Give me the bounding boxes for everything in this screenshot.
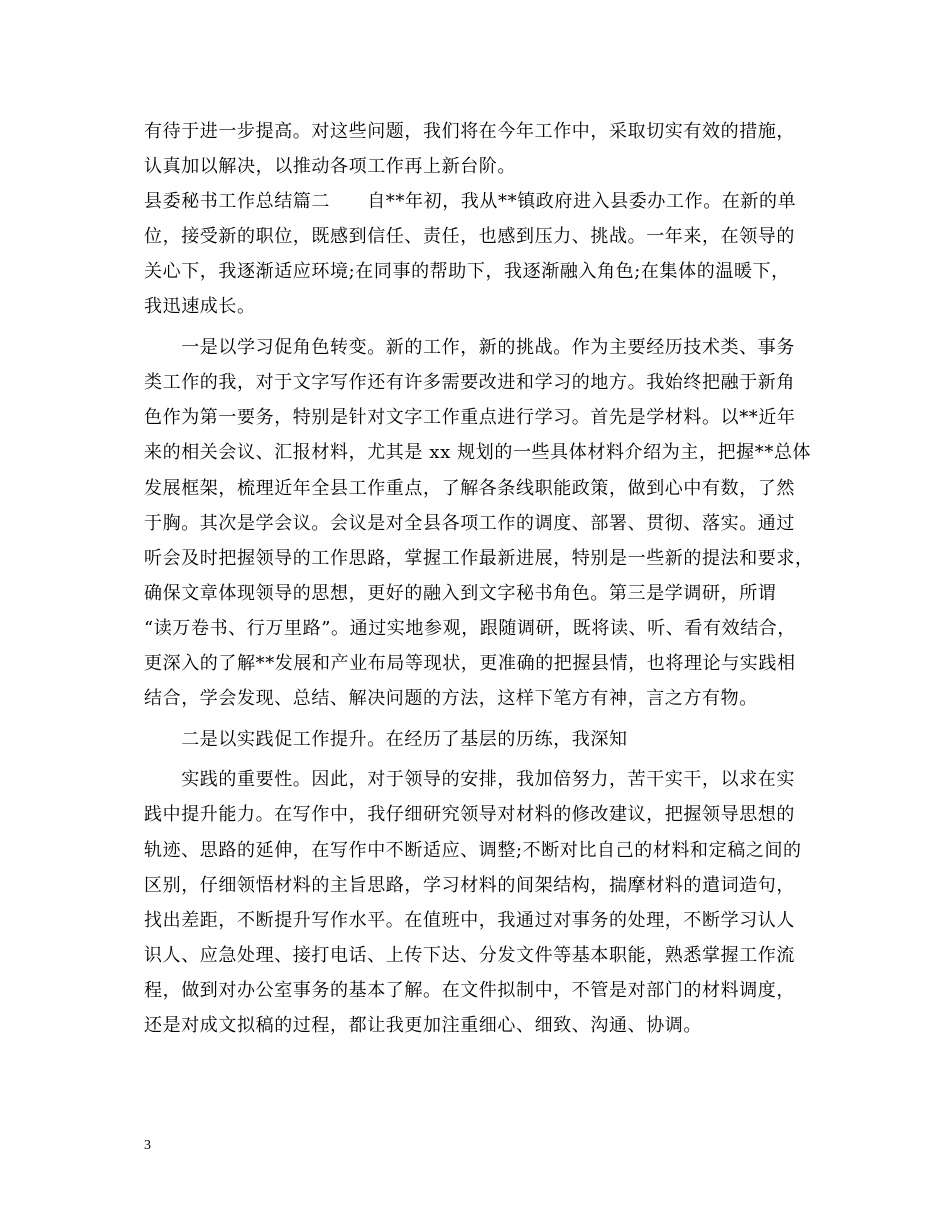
text-line: 来的相关会议、汇报材料，尤其是 xx 规划的一些具体材料介绍为主，把握**总体 (144, 442, 812, 463)
text-line: 更深入的了解**发展和产业布局等现状，更准确的把握县情，也将理论与实践相 (144, 653, 796, 674)
text-line: 色作为第一要务，特别是针对文字工作重点进行学习。首先是学材料。以**近年 (144, 407, 796, 428)
text-line: 我迅速成长。 (144, 296, 256, 317)
text-line: 有待于进一步提高。对这些问题，我们将在今年工作中，采取切实有效的措施， (144, 121, 795, 142)
text-line: 位，接受新的职位，既感到信任、责任，也感到压力、挑战。一年来，在领导的 (144, 226, 795, 247)
text-line: 轨迹、思路的延伸，在写作中不断适应、调整;不断对比自己的材料和定稿之间的 (144, 840, 802, 861)
text-line: 实践的重要性。因此，对于领导的安排，我加倍努力，苦干实干，以求在实 (144, 769, 795, 790)
text-line: 还是对成文拟稿的过程，都让我更加注重细心、细致、沟通、协调。 (144, 1015, 702, 1036)
text-line: 践中提升能力。在写作中，我仔细研究领导对材料的修改建议，把握领导思想的 (144, 804, 795, 825)
text-line: 类工作的我，对于文字写作还有许多需要改进和学习的地方。我始终把融于新角 (144, 372, 795, 393)
text-line: 二是以实践促工作提升。在经历了基层的历练，我深知 (144, 729, 628, 750)
text-line: 发展框架，梳理近年全县工作重点，了解各条线职能政策，做到心中有数，了然 (144, 478, 795, 499)
text-line: 结合，学会发现、总结、解决问题的方法，这样下笔方有神，言之方有物。 (144, 688, 758, 709)
text-line: 县委秘书工作总结篇二 自**年初，我从**镇政府进入县委办工作。在新的单 (144, 191, 797, 212)
text-line: 于胸。其次是学会议。会议是对全县各项工作的调度、部署、贯彻、落实。通过 (144, 513, 795, 534)
text-line: “读万卷书、行万里路”。通过实地参观，跟随调研，既将读、听、看有效结合， (144, 618, 797, 639)
text-line: 识人、应急处理、接打电话、上传下达、分发文件等基本职能，熟悉掌握工作流 (144, 945, 795, 966)
text-line: 听会及时把握领导的工作思路，掌握工作最新进展，特别是一些新的提法和要求， (144, 548, 814, 569)
text-line: 程，做到对办公室事务的基本了解。在文件拟制中，不管是对部门的材料调度， (144, 980, 795, 1001)
page-number: 3 (144, 1138, 151, 1153)
text-line: 区别，仔细领悟材料的主旨思路，学习材料的间架结构，揣摩材料的遣词造句， (144, 875, 795, 896)
text-line: 确保文章体现领导的思想，更好的融入到文字秘书角色。第三是学调研，所谓 (144, 583, 777, 604)
text-line: 认真加以解决，以推动各项工作再上新台阶。 (144, 156, 516, 177)
text-line: 关心下，我逐渐适应环境;在同事的帮助下，我逐渐融入角色;在集体的温暖下， (144, 261, 790, 282)
text-line: 找出差距，不断提升写作水平。在值班中，我通过对事务的处理，不断学习认人 (144, 910, 795, 931)
text-line: 一是以学习促角色转变。新的工作，新的挑战。作为主要经历技术类、事务 (144, 337, 795, 358)
